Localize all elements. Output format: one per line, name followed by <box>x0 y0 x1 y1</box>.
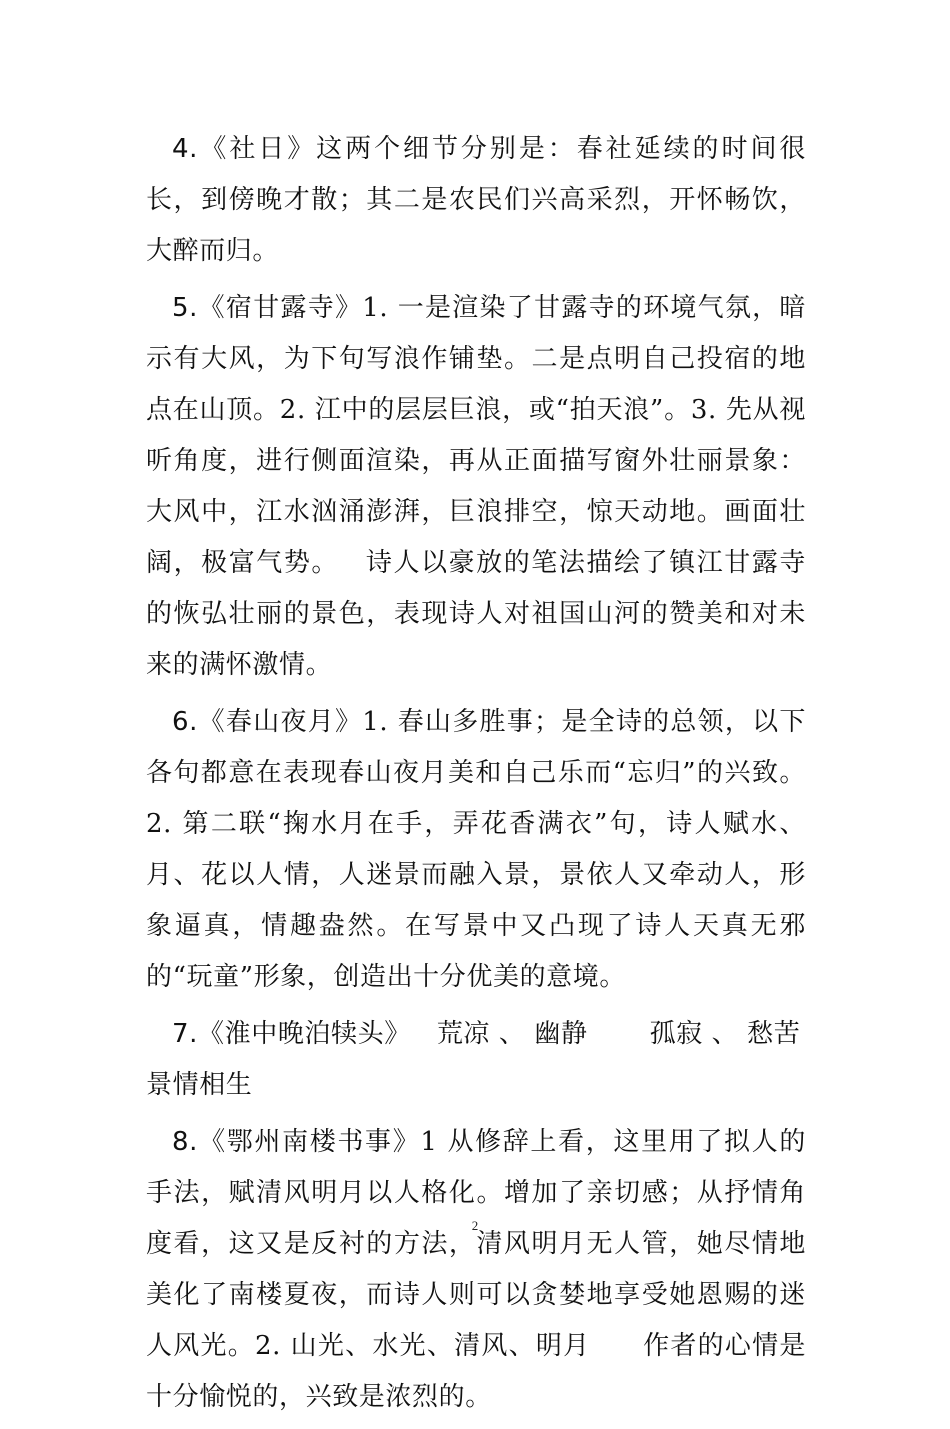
item-number: 7. <box>172 1019 199 1049</box>
separator: 、 <box>498 1019 526 1049</box>
poem-title: 《宿甘露寺》 <box>198 293 363 323</box>
answer-item-7 <box>146 1009 806 1111</box>
answer-text: 这两个细节分别是：春社延续的时间很长，到傍晚才散；其二是农民们兴高采烈，开怀畅饮，大醉而归。 <box>146 134 806 266</box>
answer-item-6 <box>146 697 806 1003</box>
poem-title: 《鄂州南楼书事》 <box>198 1127 421 1157</box>
answer-text-continued: 诗人以豪放的笔法描绘了镇江甘露寺的恢弘壮丽的景色，表现诗人对祖国山河的赞美和对未来的满怀激情。 <box>146 548 806 680</box>
answer-item-5 <box>146 283 806 691</box>
answer-text: 1. 一是渲染了甘露寺的环境气氛，暗示有大风，为下句写浪作铺垫。二是点明自己投宿的地点在山顶。2. 江中的层层巨浪，或“拍天浪”。3. 先从视听角度，进行侧面渲染，再从正面描写窗外壮丽景象：大风中，江水汹涌澎湃，巨浪排空，惊天动地。画面壮阔，极富气势。 <box>146 293 806 578</box>
item-number: 6. <box>172 707 199 737</box>
answer-word: 荒凉 <box>436 1019 491 1049</box>
answer-text-continued: 作者的心情是十分愉悦的，兴致是浓烈的。 <box>146 1331 806 1412</box>
answer-word: 孤寂 <box>649 1019 703 1049</box>
answer-text: 1 从修辞上看，这里用了拟人的手法，赋清风明月以人格化。增加了亲切感；从抒情角度看，这又是反衬的方法，清风明月无人管，她尽情地美化了南楼夏夜，而诗人则可以贪婪地享受她恩赐的迷人风光。2. 山光、水光、清风、明月 <box>146 1127 806 1361</box>
answer-word: 愁苦 <box>747 1019 801 1049</box>
item-number: 8. <box>172 1127 199 1157</box>
item-number: 4. <box>172 134 199 164</box>
answer-conclusion: 景情相生 <box>146 1070 253 1100</box>
answer-text: 1. 春山多胜事；是全诗的总领，以下各句都意在表现春山夜月美和自己乐而“忘归”的兴致。2. 第二联“掬水月在手，弄花香满衣”句，诗人赋水、月、花以人情，人迷景而融入景，景依人又牵动人，形象逼真，情趣盎然。在写景中又凸现了诗人天真无邪的“玩童”形象，创造出十分优美的意境。 <box>146 707 806 992</box>
separator: 、 <box>711 1019 739 1049</box>
answer-item-8 <box>146 1117 806 1423</box>
item-number: 5. <box>172 293 199 323</box>
page-number: 2 <box>471 1218 479 1233</box>
poem-title: 《社日》 <box>198 134 317 164</box>
poem-title: 《淮中晚泊犊头》 <box>198 1019 411 1049</box>
answer-word: 幽静 <box>534 1019 588 1049</box>
answer-item-4 <box>146 124 806 277</box>
poem-title: 《春山夜月》 <box>198 707 363 737</box>
